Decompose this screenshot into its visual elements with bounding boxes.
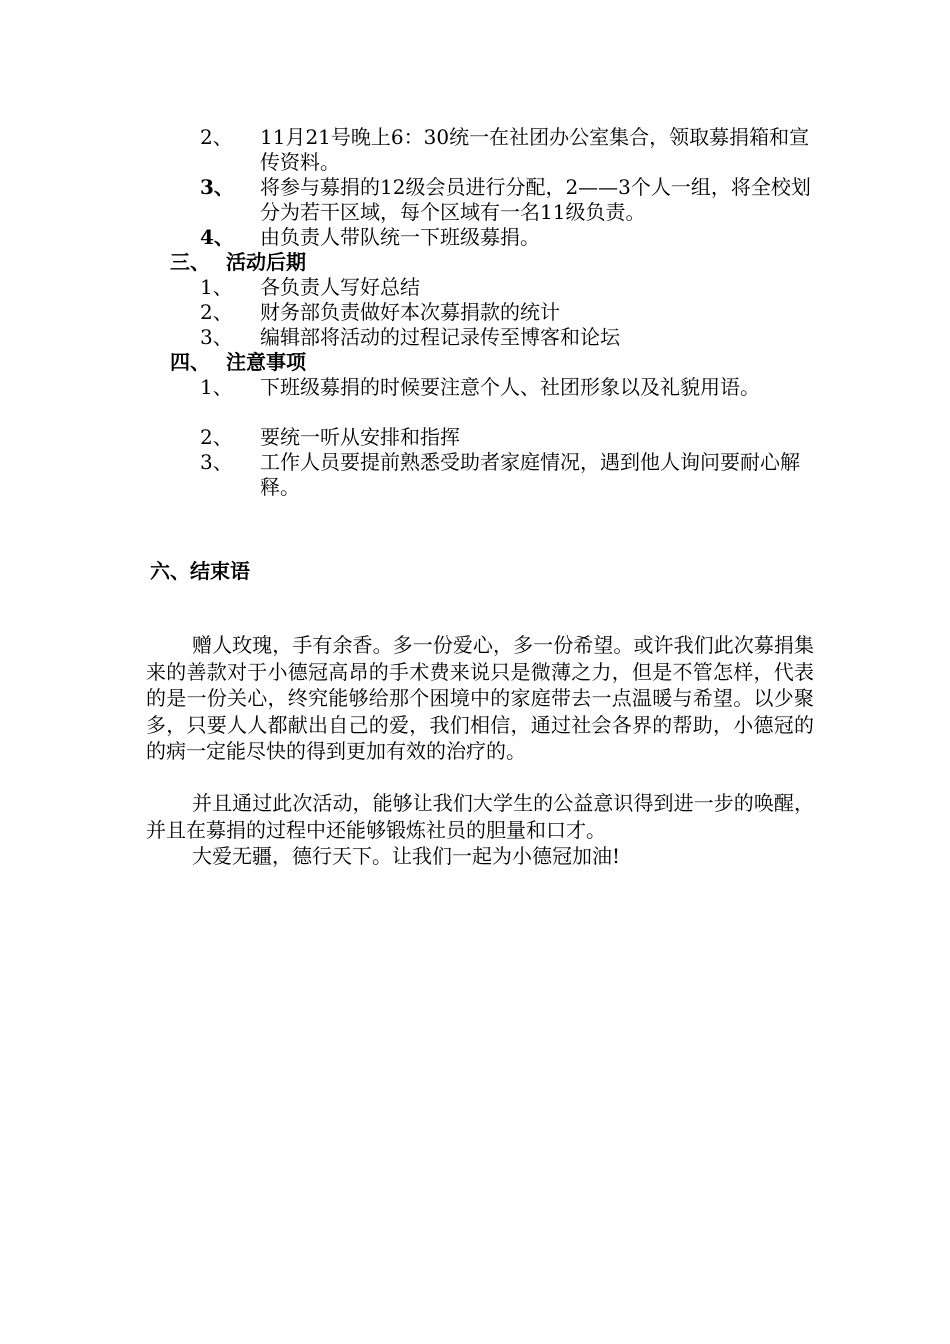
section-number: 三、 xyxy=(170,250,210,274)
list-item-text: 财务部负责做好本次募捐款的统计 xyxy=(260,300,560,324)
list-item-text: 编辑部将活动的过程记录传至博客和论坛 xyxy=(260,325,620,349)
list-item-number: 3、 xyxy=(200,175,234,199)
list-item-text: 下班级募捐的时候要注意个人、社团形象以及礼貌用语。 xyxy=(260,375,760,399)
section-heading xyxy=(170,250,306,275)
list-item-number: 1、 xyxy=(200,275,233,299)
section-title: 六、结束语 xyxy=(150,559,250,583)
list-item-text: 由负责人带队统一下班级募捐。 xyxy=(260,225,540,249)
list-item-text: 各负责人写好总结 xyxy=(260,275,420,299)
list-item-number: 1、 xyxy=(200,375,233,399)
section-heading xyxy=(170,350,306,375)
list-item-text: 要统一听从安排和指挥 xyxy=(260,425,460,449)
list-item-number: 2、 xyxy=(200,300,233,324)
list-item-text: 11月21号晚上6：30统一在社团办公室集合，领取募捐箱和宣传资料。 xyxy=(260,125,810,174)
list-item-text: 工作人员要提前熟悉受助者家庭情况，遇到他人询问要耐心解释。 xyxy=(260,450,800,499)
section-number: 四、 xyxy=(170,350,210,374)
list-item-number: 2、 xyxy=(200,425,233,449)
list-item-number: 2、 xyxy=(200,125,233,149)
section-title: 注意事项 xyxy=(226,350,306,374)
list-item-number: 3、 xyxy=(200,450,233,474)
section-title: 活动后期 xyxy=(226,250,306,274)
paragraph: 大爱无疆，德行天下。让我们一起为小德冠加油! xyxy=(192,844,621,868)
list-item-number: 3、 xyxy=(200,325,233,349)
list-item-text: 将参与募捐的12级会员进行分配，2——3个人一组，将全校划分为若干区域，每个区域有一名11级负责。 xyxy=(260,175,811,224)
paragraph: 赠人玫瑰，手有余香。多一份爱心，多一份希望。或许我们此次募捐集来的善款对于小德冠高昂的手术费来说只是微薄之力，但是不管怎样，代表的是一份关心，终究能够给那个困境中的家庭带去一点温暖与希望。以少聚多，只要人人都献出自己的爱，我们相信，通过社会各界的帮助，小德冠的的病一定能尽快的得到更加有效的治疗的。 xyxy=(146,633,814,763)
list-item-number: 4、 xyxy=(200,225,234,249)
paragraph: 并且通过此次活动，能够让我们大学生的公益意识得到进一步的唤醒，并且在募捐的过程中还能够锻炼社员的胆量和口才。 xyxy=(146,791,814,842)
